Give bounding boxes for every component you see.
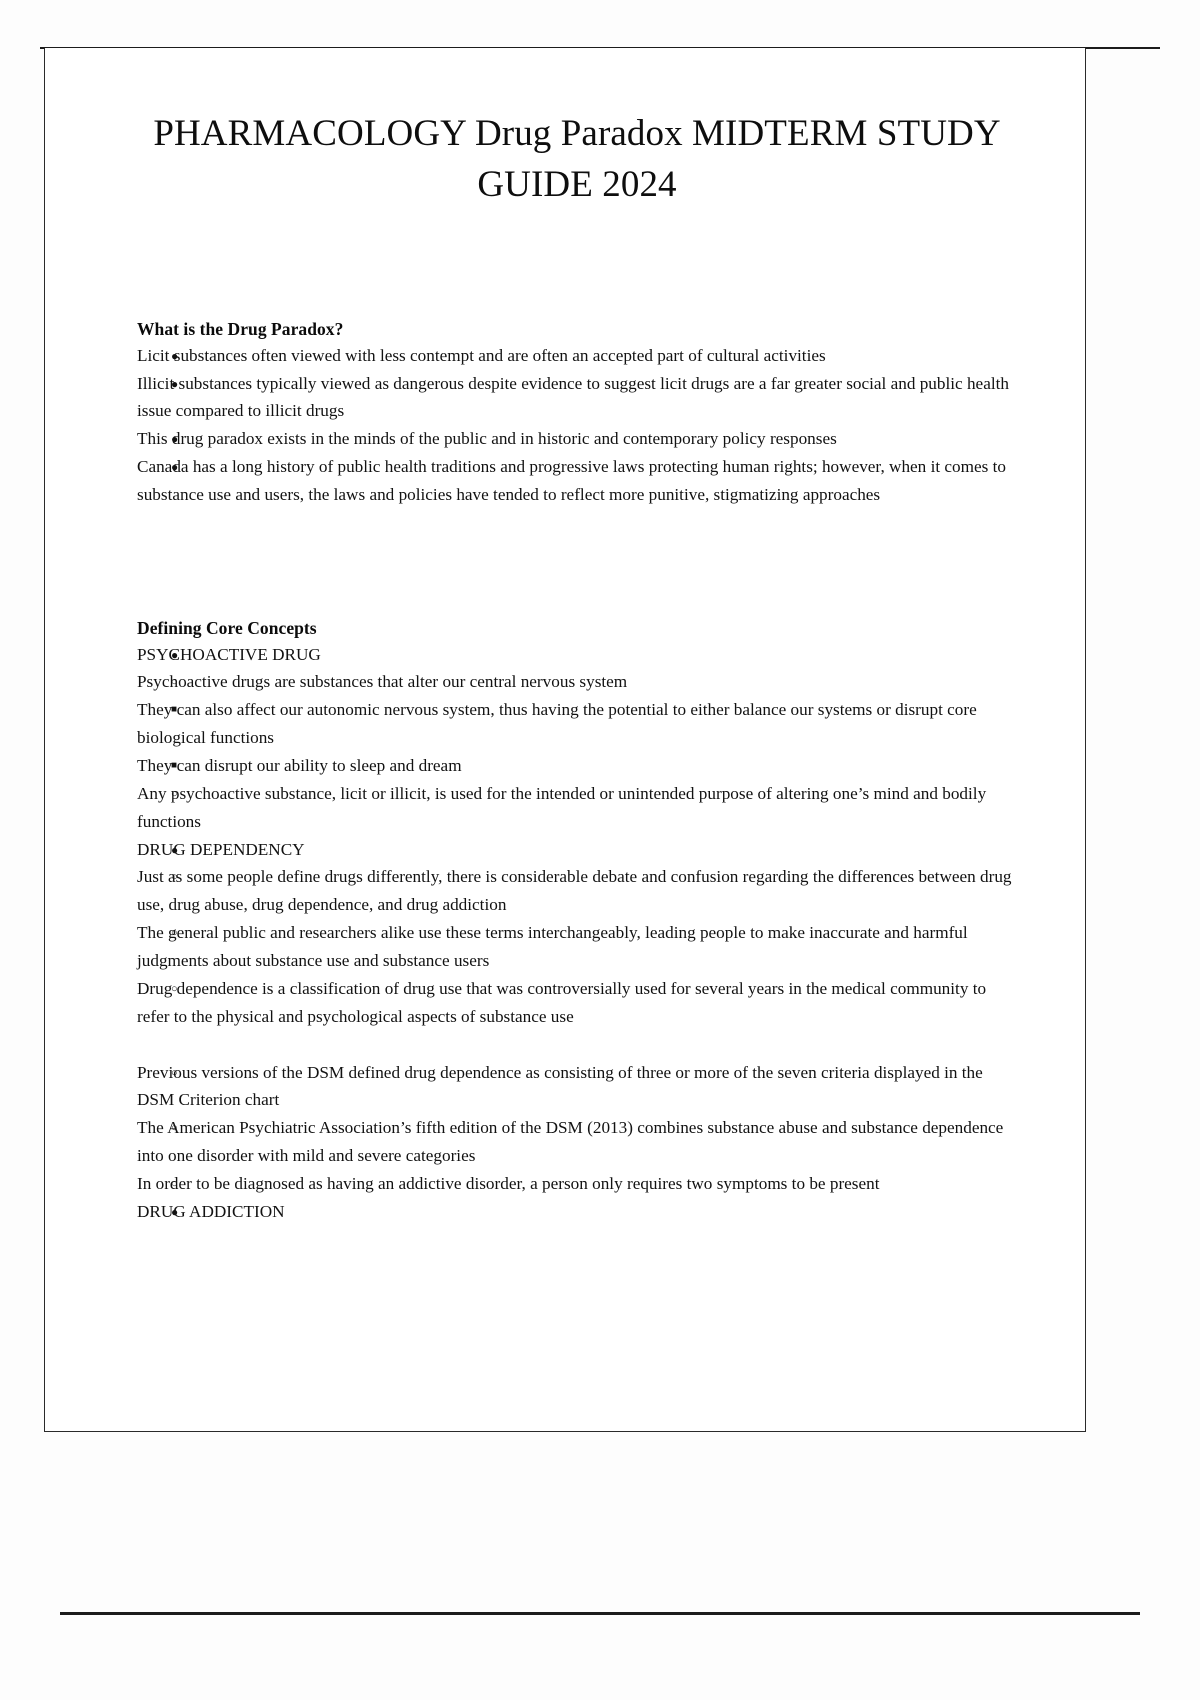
list-item-drug-dependency xyxy=(137,836,1017,1198)
bottom-edge-rule xyxy=(60,1612,1140,1615)
list-item: ○ Previous versions of the DSM defined drug dependence as consisting of three or more of the seven criteria displayed in the DSM Criterion chart xyxy=(137,1059,1017,1115)
list-item: ○ The American Psychiatric Association’s fifth edition of the DSM (2013) combines substance abuse and substance dependence into one disorder with mild and severe categories xyxy=(137,1114,1017,1170)
section-heading-core-concepts: Defining Core Concepts xyxy=(137,617,317,638)
list-item: ● Licit substances often viewed with less contempt and are often an accepted part of cultural activities xyxy=(137,342,1017,370)
page-title: PHARMACOLOGY Drug Paradox MIDTERM STUDY GUIDE 2024 xyxy=(153,113,1001,206)
list-item: ○ Just as some people define drugs differently, there is considerable debate and confusion regarding the differences between drug use, drug abuse, drug dependence, and drug addiction xyxy=(137,863,1017,919)
page-frame xyxy=(44,48,1086,1432)
point-text: Psychoactive drugs are substances that alter our central nervous system xyxy=(137,672,628,692)
core-concepts-list xyxy=(137,641,1017,1226)
list-item: ■ They can also affect our autonomic nervous system, thus having the potential to either balance our systems or disrupt core biological functions xyxy=(137,696,1017,752)
section-heading-drug-paradox: What is the Drug Paradox? xyxy=(137,319,344,340)
list-item: ○ The general public and researchers alike use these terms interchangeably, leading people to make inaccurate and harmful judgments about substance use and substance users xyxy=(137,919,1017,975)
list-item: ● Canada has a long history of public health traditions and progressive laws protecting human rights; however, when it comes to substance use and users, the laws and policies have tended to reflect more punitive, stigmatizing approaches xyxy=(137,453,1017,509)
list-item xyxy=(137,668,1017,779)
drug-dependency-sublist xyxy=(137,863,1017,1197)
psychoactive-drug-subsublist xyxy=(137,696,1017,780)
list-item: ○ Drug dependence is a classification of drug use that was controversially used for several years in the medical community to refer to the physical and psychological aspects of substance use xyxy=(137,975,1017,1031)
drug-paradox-bullet-list xyxy=(137,342,1017,509)
list-item: ○ In order to be diagnosed as having an addictive disorder, a person only requires two symptoms to be present xyxy=(137,1170,1017,1198)
paragraph-spacer xyxy=(137,1031,1017,1059)
page-content xyxy=(137,108,1017,1226)
title-spacer xyxy=(137,210,1017,318)
list-item: ○ Any psychoactive substance, licit or illicit, is used for the intended or unintended purpose of altering one’s mind and bodily functions xyxy=(137,780,1017,836)
list-item: ■ They can disrupt our ability to sleep and dream xyxy=(137,752,1017,780)
list-item: ● Illicit substances typically viewed as dangerous despite evidence to suggest licit drugs are a far greater social and public health issue compared to illicit drugs xyxy=(137,370,1017,426)
list-item: ● This drug paradox exists in the minds of the public and in historic and contemporary policy responses xyxy=(137,425,1017,453)
list-item-psychoactive-drug xyxy=(137,641,1017,836)
section-spacer xyxy=(137,509,1017,617)
psychoactive-drug-sublist xyxy=(137,668,1017,835)
concept-label: DRUG DEPENDENCY xyxy=(137,839,305,859)
list-item-drug-addiction: ● DRUG ADDICTION xyxy=(137,1198,1017,1226)
concept-label: PSYCHOACTIVE DRUG xyxy=(137,644,321,664)
